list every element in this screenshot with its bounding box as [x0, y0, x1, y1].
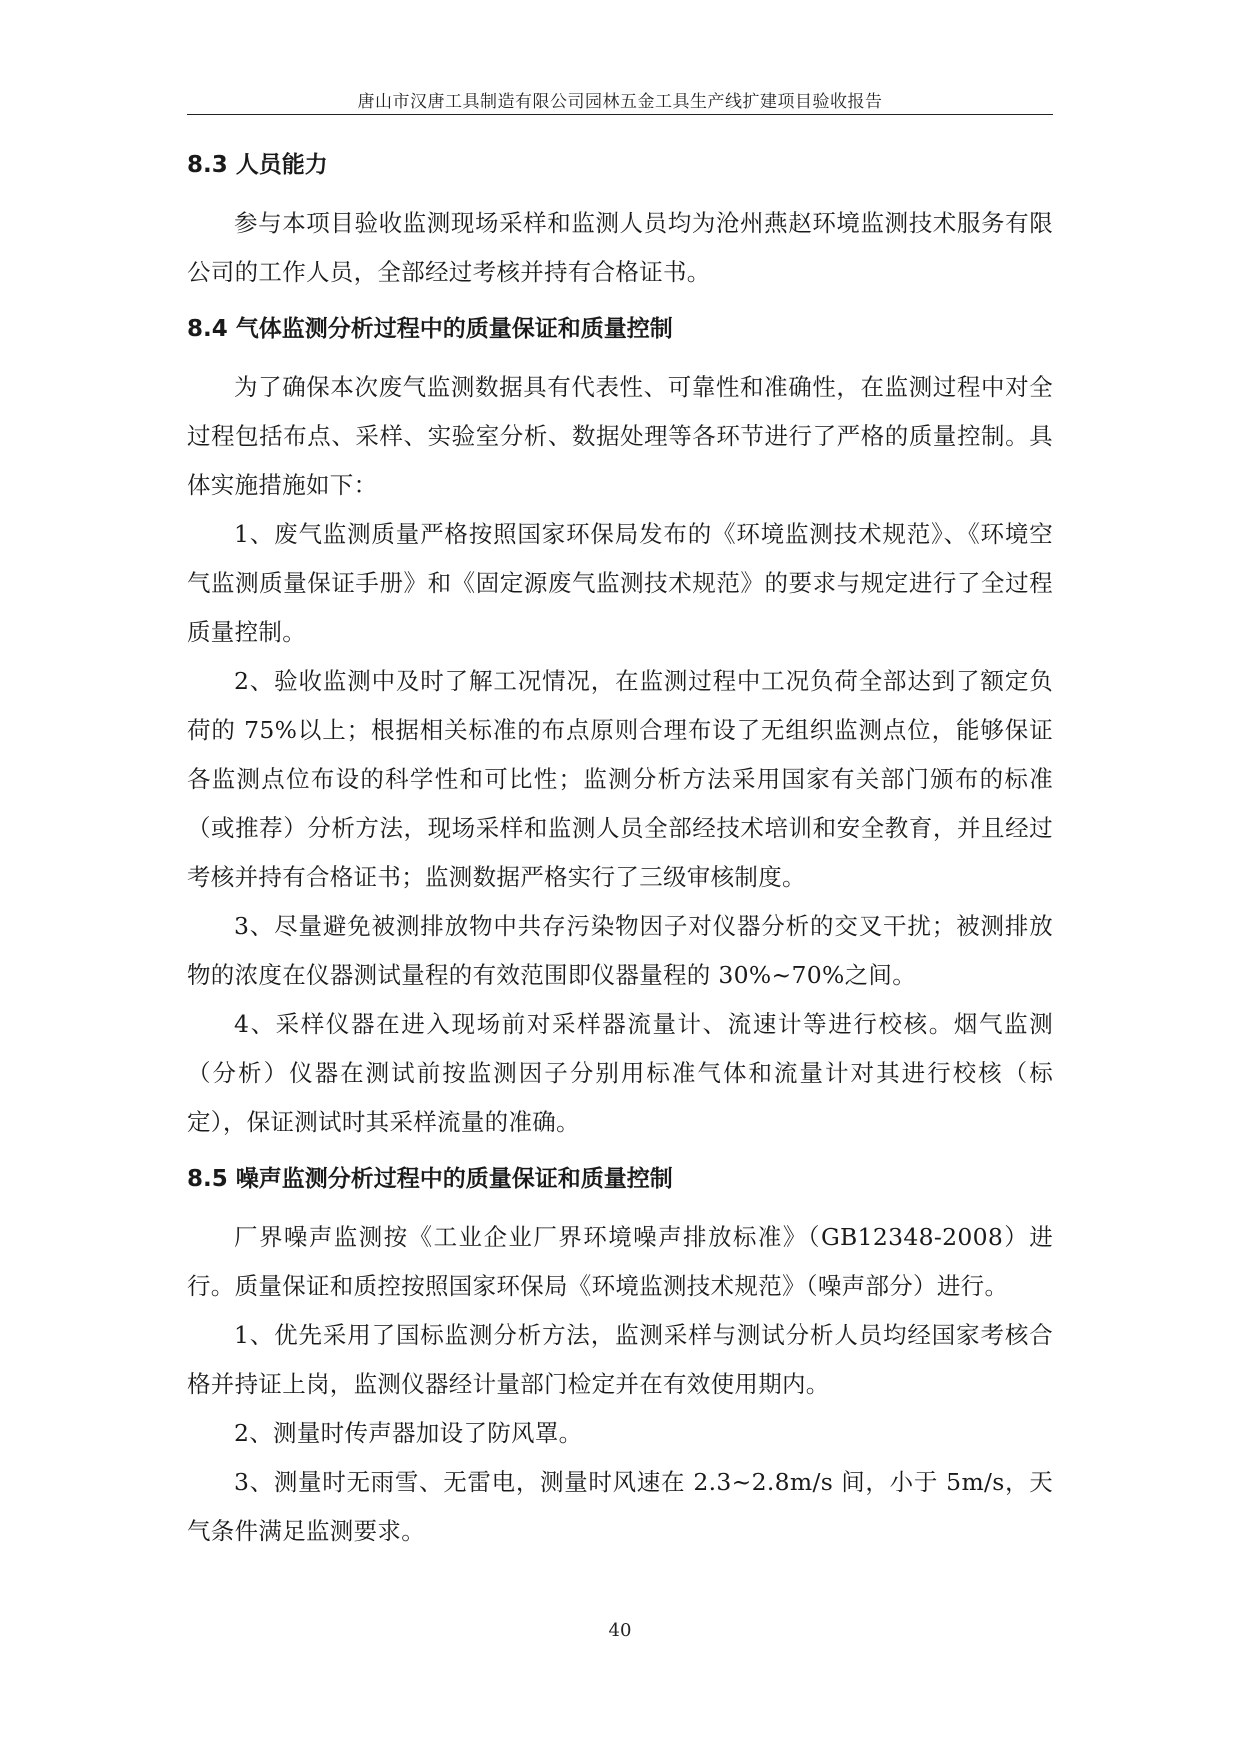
paragraph: 参与本项目验收监测现场采样和监测人员均为沧州燕赵环境监测技术服务有限公司的工作人员，全部经过考核并持有合格证书。 — [187, 209, 1053, 286]
section-heading-8-5: 8.5 噪声监测分析过程中的质量保证和质量控制 — [187, 1166, 673, 1192]
paragraph: 厂界噪声监测按《工业企业厂界环境噪声排放标准》（GB12348-2008）进行。质量保证和质控按照国家环保局《环境监测技术规范》（噪声部分）进行。 — [187, 1223, 1053, 1300]
page-content — [187, 145, 1053, 1556]
page-number: 40 — [608, 1620, 632, 1641]
paragraph: 4、采样仪器在进入现场前对采样器流量计、流速计等进行校核。烟气监测（分析）仪器在测试前按监测因子分别用标准气体和流量计对其进行校核（标定），保证测试时其采样流量的准确。 — [187, 1010, 1053, 1136]
paragraph: 1、废气监测质量严格按照国家环保局发布的《环境监测技术规范》、《环境空气监测质量保证手册》和《固定源废气监测技术规范》的要求与规定进行了全过程质量控制。 — [187, 520, 1053, 646]
section-heading-8-3: 8.3 人员能力 — [187, 152, 328, 178]
section-heading-8-4: 8.4 气体监测分析过程中的质量保证和质量控制 — [187, 316, 673, 342]
paragraph: 3、测量时无雨雪、无雷电，测量时风速在 2.3~2.8m/s 间，小于 5m/s，天气条件满足监测要求。 — [187, 1468, 1053, 1545]
paragraph: 3、尽量避免被测排放物中共存污染物因子对仪器分析的交叉干扰；被测排放物的浓度在仪器测试量程的有效范围即仪器量程的 30%~70%之间。 — [187, 912, 1053, 989]
paragraph: 1、优先采用了国标监测分析方法，监测采样与测试分析人员均经国家考核合格并持证上岗，监测仪器经计量部门检定并在有效使用期内。 — [187, 1321, 1053, 1398]
paragraph: 为了确保本次废气监测数据具有代表性、可靠性和准确性，在监测过程中对全过程包括布点、采样、实验室分析、数据处理等各环节进行了严格的质量控制。具体实施措施如下： — [187, 373, 1053, 499]
paragraph: 2、测量时传声器加设了防风罩。 — [234, 1419, 583, 1447]
running-header: 唐山市汉唐工具制造有限公司园林五金工具生产线扩建项目验收报告 — [357, 92, 883, 112]
paragraph: 2、验收监测中及时了解工况情况，在监测过程中工况负荷全部达到了额定负荷的 75%以上；根据相关标准的布点原则合理布设了无组织监测点位，能够保证各监测点位布设的科学性和可比性；监测分析方法采用国家有关部门颁布的标准（或推荐）分析方法，现场采样和监测人员全部经技术培训和安全教育，并且经过考核并持有合格证书；监测数据严格实行了三级审核制度。 — [187, 667, 1053, 891]
header-rule — [187, 114, 1053, 115]
